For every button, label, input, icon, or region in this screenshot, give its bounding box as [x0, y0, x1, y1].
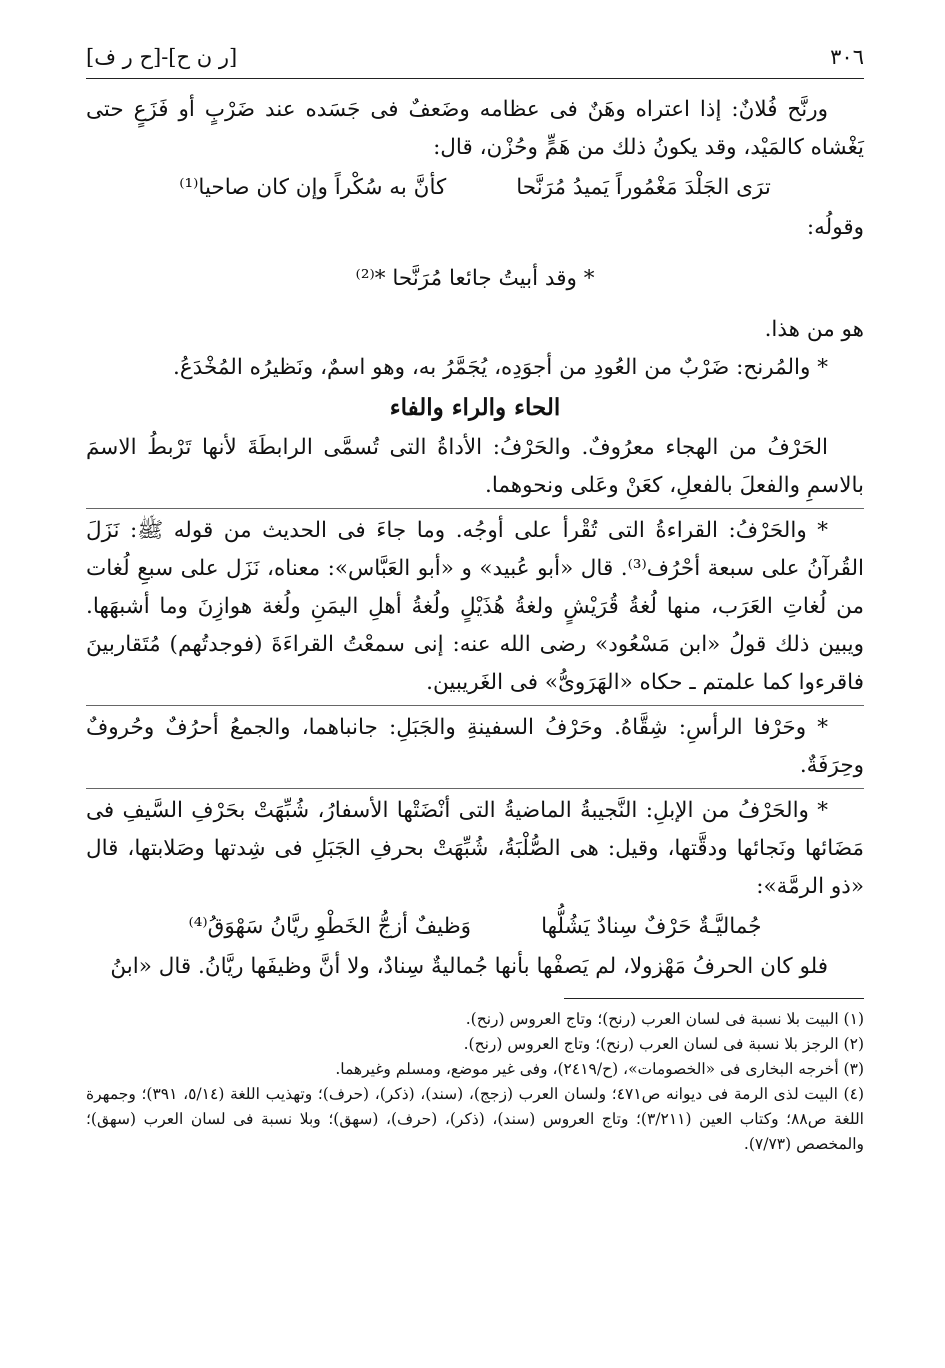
- paragraph-ranah: ورنَّح فُلانٌ: إذا اعتراه وهَنٌ فى عظامه وضَعفٌ فى جَسَده عند ضَرْبٍ أو فَزَعٍ حتى يَغْشاه كالمَيْد، وقد يكونُ ذلك من هَمٍّ وحُزْن، قال:: [86, 97, 864, 160]
- footnote-1: (١) البيت بلا نسبة فى لسان العرب (رنح)؛ وتاج العروس (رنح).: [465, 1010, 864, 1028]
- page-number: ٣٠٦: [830, 45, 864, 69]
- verse-hemistich-right: ترَى الجَلْدَ مَغْمُوراً يَميدُ مُرَنَّحا: [516, 175, 771, 200]
- footnote-rule: [564, 998, 864, 999]
- verse-line-2: [86, 906, 864, 948]
- rajaz-line: * وقد أبيتُ جائعا مُرَنَّحا *⁽²⁾: [355, 266, 595, 291]
- footnote-4: (٤) البيت لذى الرمة فى ديوانه ص٤٧١؛ ولسان العرب (زجج)، (سند)، (ذكر)، (حرف)؛ وتهذيب اللغة (٥/١٤، ٣٩١)؛ وجمهرة اللغة ص٨٨؛ وكتاب العين (٣/٢١١)؛ وتاج العروس (سند)، (ذكر)، (حرف)، (سهق)؛ وبلا نسبة فى لسان العرب (سهق)؛ والمخصص (٧/٧٣).: [86, 1085, 864, 1153]
- footnotes: [86, 1007, 864, 1157]
- paragraph-harf-hija: الحَرْفُ من الهجاء معرُوفٌ. والحَرْفُ: الأداةُ التى تُسمَّى الرابطَةَ لأنها تَرْبطُ الاسمَ بالاسمِ والفعلَ بالفعلِ، كعَنْ وعَلى ونحوهما.: [86, 435, 864, 498]
- dictionary-page: [86, 40, 864, 1340]
- separator-rule: [86, 788, 864, 789]
- page-header: [86, 40, 864, 74]
- paragraph-mahzul: فلو كان الحرفُ مَهْزولا، لم يَصفْها بأنها جُماليةٌ سِنادٌ، ولا أنَّ وظيفَها ريَّانُ. قال «ابنُ: [110, 954, 828, 979]
- paragraph-harf-qiraa: * والحَرْفُ: القراءةُ التى تُقْرأ على أوجُه. وما جاءَ فى الحديث من قوله ﷺ: نَزَلَ القُرآنُ على سبعة أحْرُف⁽³⁾. قال «أبو عُبيد» و «أبو العَبَّاس»: معناه، نَزَل على سبعِ لُغات من لُغاتِ العَرَب، منها لُغةُ قُرَيْشٍ ولغةُ هُذَيْلٍ ولُغةُ أهلِ اليمَنِ ولُغة هوازِنَ وما أشبهَها. ويبين ذلك قولُ «ابن مَسْعُود» رضى الله عنه: إنى سمعْتُ القراءَةَ (فوجدتُهم) مُتَقاربينَ فاقرءوا كما علمتم ـ حكاه «الهَرَوىُّ» فى الغَريبين.: [86, 518, 864, 695]
- paragraph-qawluh: وقولُه:: [806, 215, 864, 240]
- verse-hemistich-right: جُماليَّـةٌ حَرْفٌ سِنادٌ يَشُلُّها: [541, 914, 762, 939]
- main-text: [86, 91, 864, 986]
- root-label: [ر ن ح]-[ح ر ف]: [86, 45, 238, 69]
- header-rule: [86, 78, 864, 79]
- footnote-2: (٢) الرجز بلا نسبة فى لسان العرب (رنح)؛ وتاج العروس (رنح).: [463, 1035, 864, 1053]
- separator-rule: [86, 705, 864, 706]
- paragraph-huwa: هو من هذا.: [764, 317, 864, 342]
- paragraph-harf-ras: * وحَرْفا الرأسِ: شِقَّاهُ. وحَرْفُ السفينةِ والجَبَلِ: جانباهما، والجمعُ أحرُفٌ وحُروفٌ وحِرَفَةٌ.: [86, 715, 864, 778]
- verse-hemistich-left: وَظيفٌ أزجُّ الخَطْوِ ريَّانُ سَهْوَقُ⁽⁴⁾: [188, 914, 472, 939]
- paragraph-harf-ibil: * والحَرْفُ من الإبلِ: النَّجيبةُ الماضيةُ التى أنْضَتْها الأسفارُ، شُبِّهَتْ بحَرْفِ السَّيفِ فى مَضَائها ونَجائها ودقَّتها، وقيل: هى الصُّلْبَةُ، شُبِّهَتْ بحرفِ الجَبَلِ فى شِدتها وصَلابتها، قال «ذو الرمَّة»:: [86, 798, 864, 899]
- verse-hemistich-left: كأنَّ به سُكْراً وإن كان صاحيا⁽¹⁾: [179, 175, 447, 200]
- verse-line-1: [86, 167, 864, 209]
- separator-rule: [86, 508, 864, 509]
- section-title: الحاء والراء والفاء: [389, 394, 561, 421]
- paragraph-murannah: * والمُرنح: ضَرْبٌ من العُودِ من أجوَدِه، يُجَمَّرُ به، وهو اسمٌ، ونَظيرُه المُخْدَعُ.: [173, 355, 828, 380]
- footnote-3: (٣) أخرجه البخارى فى «الخصومات»، (ح/٢٤١٩)، وفى غير موضع، ومسلم وغيرهما.: [335, 1060, 864, 1078]
